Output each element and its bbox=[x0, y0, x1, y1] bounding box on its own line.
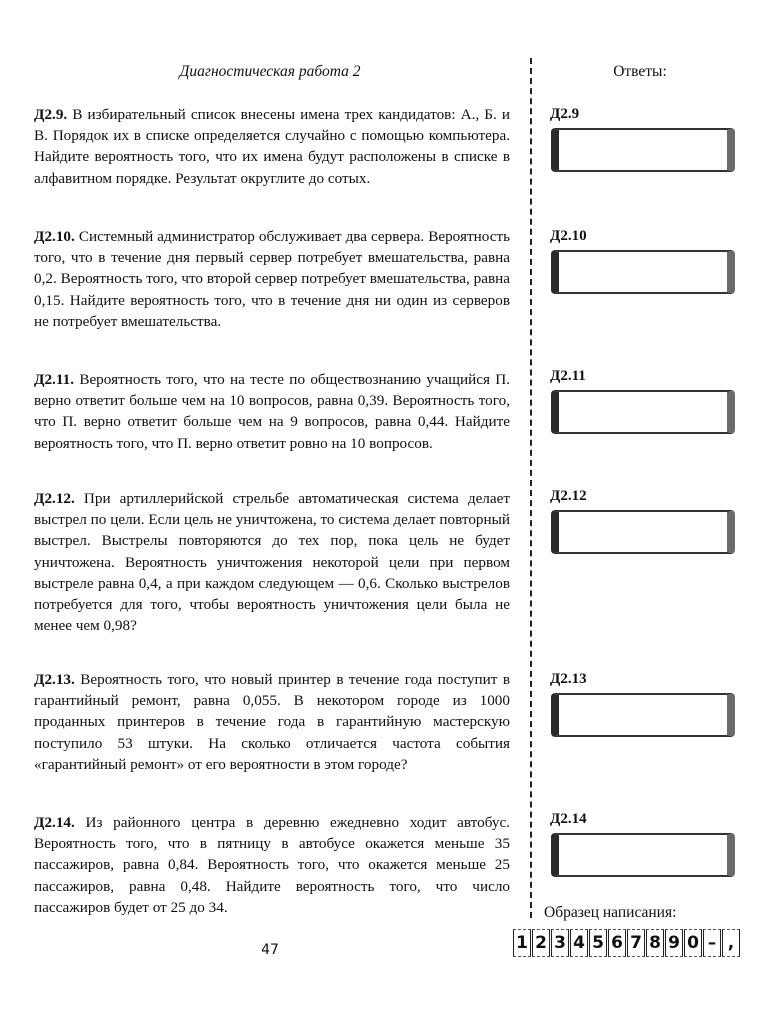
problem-number: Д2.9. bbox=[34, 106, 68, 123]
problem-d2-12 bbox=[34, 488, 510, 636]
sample-digit: 2 bbox=[532, 929, 550, 957]
sample-digit: 1 bbox=[513, 929, 531, 957]
sample-comma: , bbox=[722, 929, 740, 957]
problem-text: Из районного центра в деревню ежедневно ходит автобус. Вероятность того, что в пятницу в автобусе окажется меньше 35 пассажиров, равна 0,84. Вероятность того, что окажется меньше 25 пассажиров, равна 0,48. Найдите вероятность того, что число пассажиров будет от 25 до 34. bbox=[34, 814, 510, 916]
problem-text: Системный администратор обслуживает два сервера. Вероятность того, что в течение дня первый сервер потребует вмешательства, равна 0,2. Вероятность того, что второй сервер потребует вмешательства, равна 0,15. Найдите вероятность того, что в течение дня ни один из серверов не потребует вмешательства. bbox=[34, 228, 511, 330]
sample-digit: 5 bbox=[589, 929, 607, 957]
problem-number: Д2.14. bbox=[34, 814, 75, 831]
answer-box-d2-9[interactable] bbox=[551, 128, 735, 172]
sample-digits-row bbox=[513, 929, 741, 957]
answer-label-d2-13: Д2.13 bbox=[550, 671, 587, 687]
answers-title: Ответы: bbox=[613, 63, 667, 80]
sample-digit: 4 bbox=[570, 929, 588, 957]
sample-digit: 8 bbox=[646, 929, 664, 957]
answer-box-d2-11[interactable] bbox=[551, 390, 735, 434]
sample-digit: 3 bbox=[551, 929, 569, 957]
problem-text: В избирательный список внесены имена трех кандидатов: А., Б. и В. Порядок их в списке определяется случайно с помощью компьютера. Найдите вероятность того, что их имена будут расположены в списке в алфавитном порядке. Результат округлите до сотых. bbox=[34, 106, 510, 187]
problem-number: Д2.12. bbox=[34, 490, 75, 507]
problem-d2-11 bbox=[34, 369, 510, 454]
problem-text: При артиллерийской стрельбе автоматическая система делает выстрел по цели. Если цель не уничтожена, то система делает повторный выстрел. Выстрелы повторяются до тех пор, пока цель не будет уничтожена. Вероятность уничтожения некоторой цели при первом выстреле равна 0,4, а при каждом следующем — 0,6. Сколько выстрелов потребуется для того, чтобы вероятность уничтожения цели была не менее чем 0,98? bbox=[34, 490, 511, 635]
problem-text: Вероятность того, что на тесте по обществознанию учащийся П. верно ответит больше чем на 10 вопросов, равна 0,39. Вероятность того, что П. верно ответит больше чем на 9 вопросов, равна 0,44. Найдите вероятность того, что П. верно ответит ровно на 10 вопросов. bbox=[34, 371, 511, 452]
answer-box-d2-10[interactable] bbox=[551, 250, 735, 294]
problem-number: Д2.10. bbox=[34, 228, 75, 245]
answer-label-d2-9: Д2.9 bbox=[550, 106, 580, 122]
sample-digit: 9 bbox=[665, 929, 683, 957]
problem-d2-10 bbox=[34, 226, 510, 332]
sample-digit: 0 bbox=[684, 929, 702, 957]
answer-box-d2-13[interactable] bbox=[551, 693, 735, 737]
problem-d2-9 bbox=[34, 104, 510, 189]
answer-label-d2-12: Д2.12 bbox=[550, 488, 587, 504]
problem-d2-14 bbox=[34, 812, 510, 918]
page-number: 47 bbox=[261, 942, 279, 958]
cut-line-divider bbox=[530, 58, 532, 918]
problem-number: Д2.13. bbox=[34, 671, 75, 688]
sample-writing-label: Образец написания: bbox=[544, 904, 677, 921]
answer-label-d2-14: Д2.14 bbox=[550, 811, 587, 827]
problem-number: Д2.11. bbox=[34, 371, 74, 388]
answer-box-d2-12[interactable] bbox=[551, 510, 735, 554]
sample-digit: 6 bbox=[608, 929, 626, 957]
problem-text: Вероятность того, что новый принтер в течение года поступит в гарантийный ремонт, равна 0,055. В некотором городе из 1000 проданных принтеров в течение года в гарантийную мастерскую поступило 53 штуки. На сколько отличается частота события «гарантийный ремонт» от его вероятности в этом городе? bbox=[34, 671, 510, 773]
answer-label-d2-11: Д2.11 bbox=[550, 368, 586, 384]
page-title: Диагностическая работа 2 bbox=[179, 63, 361, 80]
problem-d2-13 bbox=[34, 669, 510, 775]
answer-box-d2-14[interactable] bbox=[551, 833, 735, 877]
sample-dash: – bbox=[703, 929, 721, 957]
answer-label-d2-10: Д2.10 bbox=[550, 228, 587, 244]
sample-digit: 7 bbox=[627, 929, 645, 957]
